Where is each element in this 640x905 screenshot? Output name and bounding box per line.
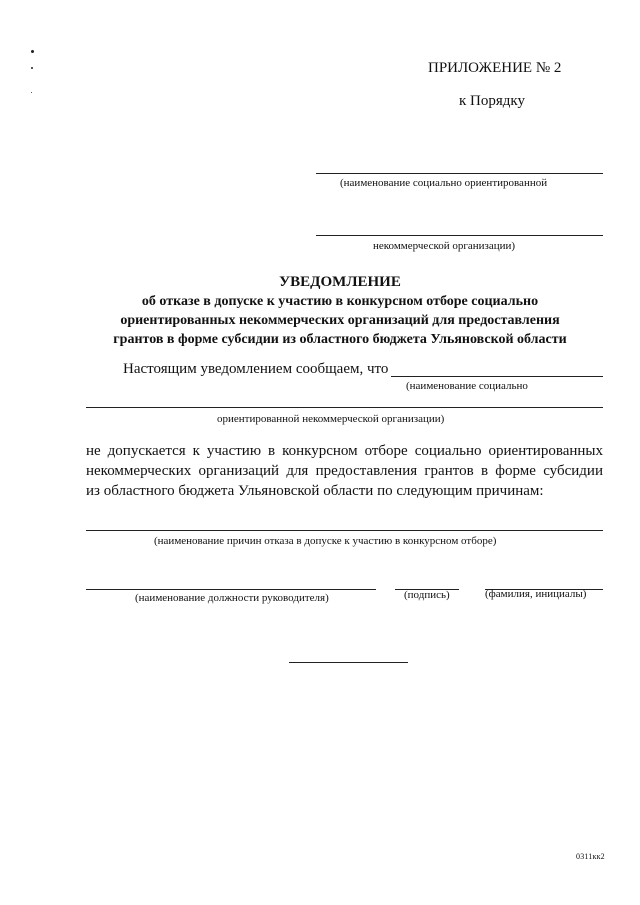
signature-caption: (подпись) [404, 589, 450, 601]
notice-subtitle-2: ориентированных некоммерческих организаций для предоставления [120, 313, 560, 328]
notice-title: УВЕДОМЛЕНИЕ [279, 274, 401, 290]
paragraph-line-3: из областного бюджета Ульяновской области по следующим причинам: [86, 483, 544, 499]
addressee-caption-2: некоммерческой организации) [373, 240, 516, 252]
closing-separator [289, 662, 408, 663]
reasons-caption: (наименование причин отказа в допуске к участию в конкурсном отборе) [154, 535, 497, 547]
scan-speck [31, 50, 34, 53]
notice-subtitle-3: грантов в форме субсидии из областного бюджета Ульяновской области [113, 332, 567, 347]
name-caption: (фамилия, инициалы) [485, 588, 587, 600]
notice-subtitle-1: об отказе в допуске к участию в конкурсном отборе социально [141, 294, 539, 309]
reasons-line [86, 530, 603, 531]
org-name-line-1 [391, 376, 603, 377]
org-name-line-2 [86, 407, 603, 408]
paragraph-line-2: некоммерческих организаций для предоставления грантов в форме субсидии [86, 463, 603, 479]
addressee-line-2 [316, 235, 603, 236]
scan-speck [31, 67, 33, 69]
org-caption-1: (наименование социально [406, 380, 528, 392]
document-code: 0311кк2 [576, 852, 605, 861]
appendix-label: ПРИЛОЖЕНИЕ № 2 [428, 60, 562, 76]
position-line [86, 589, 376, 590]
paragraph-line-1: не допускается к участию в конкурсном отборе социально ориентированных [86, 443, 603, 459]
addressee-caption-1: (наименование социально ориентированной [340, 177, 548, 189]
addressee-line-1 [316, 173, 603, 174]
scan-speck [31, 92, 32, 93]
position-caption: (наименование должности руководителя) [135, 592, 329, 604]
order-reference: к Порядку [459, 93, 525, 109]
org-caption-2: ориентированной некоммерческой организации) [217, 413, 445, 425]
intro-text: Настоящим уведомлением сообщаем, что [123, 361, 389, 377]
